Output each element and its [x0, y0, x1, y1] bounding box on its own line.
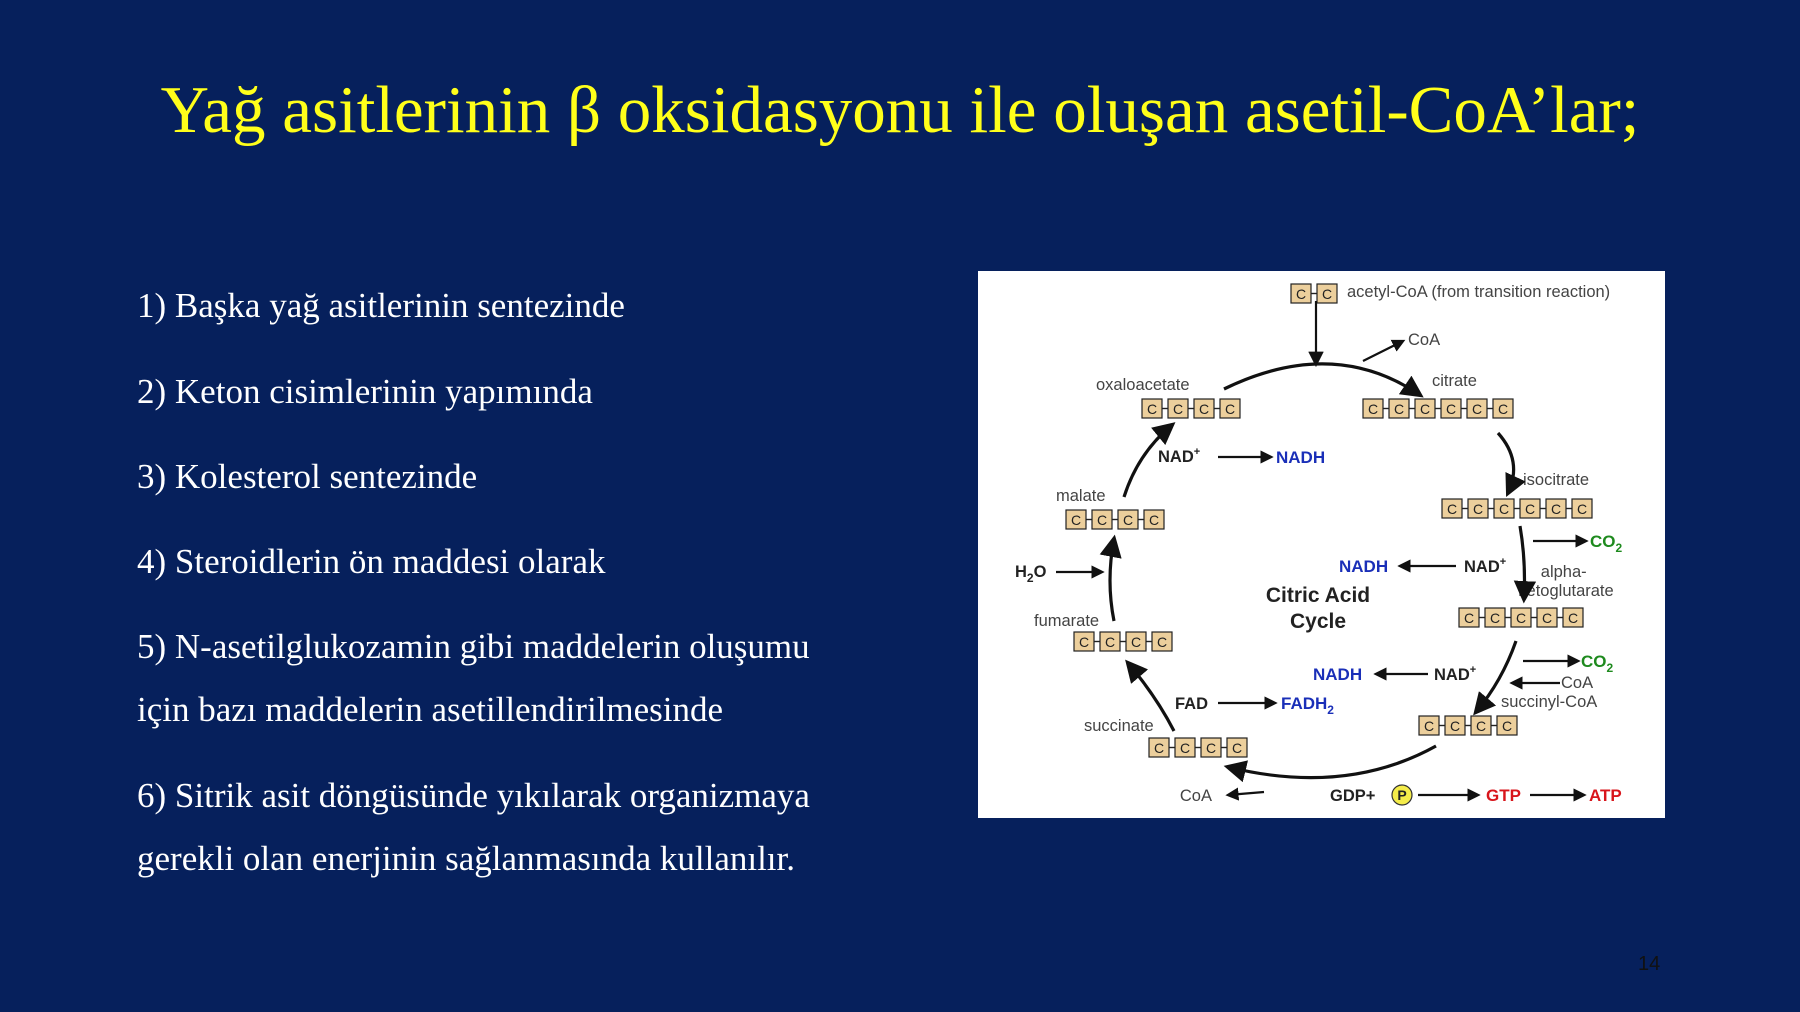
cycle-center-label-line-2: Cycle [1289, 610, 1347, 633]
carbon-letter-malate-3: C [1122, 512, 1134, 528]
slide-title: Yağ asitlerinin β oksidasyonu ile oluşan asetil-CoA’lar; [160, 73, 1640, 147]
carbon-letter-citrate-5: C [1471, 401, 1483, 417]
carbon-letter-akg-2: C [1489, 610, 1501, 626]
carbon-letter-oxalo-3: C [1198, 401, 1210, 417]
gtp: GTP [1486, 786, 1521, 805]
carbon-letter-oxalo-4: C [1224, 401, 1236, 417]
label-oxaloacetate: oxaloacetate [1096, 376, 1190, 394]
carbon-letter-succcoa-1: C [1423, 718, 1435, 734]
arrow-coa-out-top [1363, 341, 1403, 361]
list-item-3-line-1: 3) Kolesterol sentezinde [137, 457, 478, 496]
nadh-top: NADH [1276, 448, 1326, 467]
arrow-fumarate-to-malate [1110, 539, 1114, 621]
carbon-letter-akg-3: C [1515, 610, 1527, 626]
list-item-2-line-1: 2) Keton cisimlerinin yapımında [137, 372, 593, 411]
gdp: GDP+ [1330, 787, 1376, 805]
carbon-letter-fumarate-2: C [1104, 634, 1116, 650]
page-number: 14 [1638, 953, 1661, 975]
carbon-letter-malate-1: C [1070, 512, 1082, 528]
label-isocitrate: isocitrate [1523, 471, 1590, 489]
label-acetyl-coa: acetyl-CoA (from transition reaction) [1347, 283, 1611, 301]
carbon-letter-fumarate-3: C [1130, 634, 1142, 650]
label-citrate: citrate [1432, 372, 1477, 390]
carbon-letter-citrate-6: C [1497, 401, 1509, 417]
carbon-letter-akg-4: C [1541, 610, 1553, 626]
atp: ATP [1589, 786, 1622, 805]
cycle-center-label-line-1: Citric Acid [1265, 584, 1371, 607]
label-malate: malate [1056, 487, 1106, 505]
carbon-letter-succinate-4: C [1231, 740, 1243, 756]
list-item-4-line-1: 4) Steroidlerin ön maddesi olarak [137, 542, 606, 581]
carbon-letter-isocitrate-6: C [1576, 501, 1588, 517]
coa-bottom: CoA [1179, 787, 1212, 805]
arrow-coa-out-bottom [1228, 792, 1264, 795]
carbon-letter-malate-4: C [1148, 512, 1160, 528]
carbon-letter-malate-2: C [1096, 512, 1108, 528]
carbon-letter-succinate-2: C [1179, 740, 1191, 756]
list-item-5-line-2: için bazı maddelerin asetillendirilmesinde [137, 690, 724, 729]
list-item-1-line-1: 1) Başka yağ asitlerinin sentezinde [137, 286, 625, 325]
carbon-letter-succcoa-4: C [1501, 718, 1513, 734]
fad: FAD [1175, 695, 1208, 713]
label-alpha-ketoglutarate: alpha- ketoglutarate [1518, 563, 1614, 600]
label-succinyl-coa: succinyl-CoA [1501, 693, 1598, 711]
arrow-succinyl-to-succinate [1228, 746, 1436, 778]
carbon-letter-citrate-4: C [1445, 401, 1457, 417]
phosphate-label: P [1397, 787, 1407, 803]
nadh-lower: NADH [1313, 665, 1363, 684]
carbon-letter-succcoa-2: C [1449, 718, 1461, 734]
co2-upper: $CO_2$ [1590, 532, 1623, 555]
carbon-letter-citrate-3: C [1419, 401, 1431, 417]
h2o: $H_2O$ [1015, 563, 1047, 585]
carbon-letter-akg-1: C [1463, 610, 1475, 626]
coa-lower: CoA [1561, 674, 1594, 692]
list-item-6-line-2: gerekli olan enerjinin sağlanmasında kullanılır. [137, 839, 796, 878]
carbon-letter-succinate-3: C [1205, 740, 1217, 756]
nadh-middle: NADH [1339, 557, 1389, 576]
label-succinate: succinate [1084, 717, 1154, 735]
carbon-letter-isocitrate-1: C [1446, 501, 1458, 517]
diagram-svg [978, 271, 1665, 818]
arrow-oxalo-to-citrate [1224, 364, 1420, 395]
nad-plus-middle: NAD+ [1464, 556, 1507, 576]
carbon-letter-oxalo-1: C [1146, 401, 1158, 417]
co2-lower: $CO_2$ [1581, 652, 1614, 675]
list-item-5-line-1: 5) N-asetilglukozamin gibi maddelerin oluşumu [137, 627, 810, 666]
nad-plus-lower: NAD+ [1434, 664, 1477, 684]
citric-acid-cycle-diagram [978, 271, 1665, 818]
label-fumarate: fumarate [1034, 612, 1100, 630]
list-item-6-line-1: 6) Sitrik asit döngüsünde yıkılarak organizmaya [137, 776, 810, 815]
carbon-letter-acetyl-2: C [1321, 286, 1333, 302]
carbon-letter-isocitrate-5: C [1550, 501, 1562, 517]
carbon-letter-isocitrate-4: C [1524, 501, 1536, 517]
carbon-letter-succinate-1: C [1153, 740, 1165, 756]
carbon-letter-akg-5: C [1567, 610, 1579, 626]
nad-plus-top: NAD+ [1158, 446, 1201, 466]
carbon-letter-succcoa-3: C [1475, 718, 1487, 734]
carbon-letter-isocitrate-2: C [1472, 501, 1484, 517]
carbon-letter-acetyl-1: C [1295, 286, 1307, 302]
carbon-letter-oxalo-2: C [1172, 401, 1184, 417]
carbon-letter-citrate-1: C [1367, 401, 1379, 417]
fadh2: $FADH_2$ [1281, 694, 1334, 717]
carbon-letter-citrate-2: C [1393, 401, 1405, 417]
carbon-letter-fumarate-4: C [1156, 634, 1168, 650]
arrow-citrate-to-isocitrate [1498, 433, 1514, 493]
carbon-letter-isocitrate-3: C [1498, 501, 1510, 517]
coa-top: CoA [1408, 331, 1441, 349]
carbon-letter-fumarate-1: C [1078, 634, 1090, 650]
